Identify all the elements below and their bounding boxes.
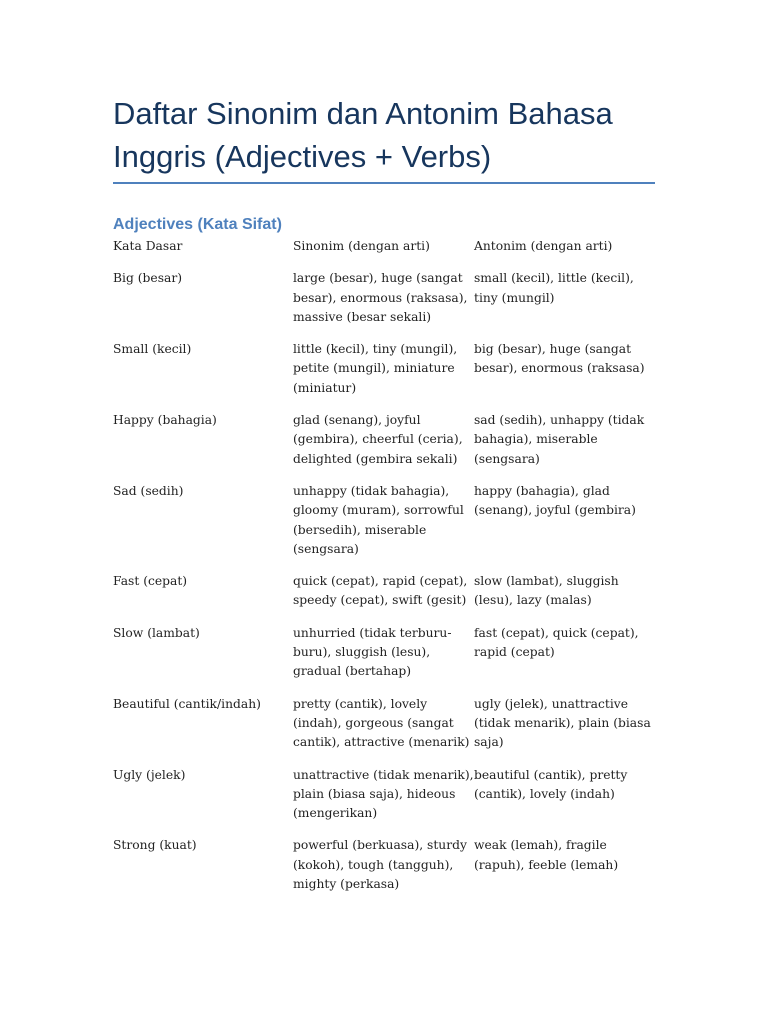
base-word-cell: Big (besar) bbox=[113, 271, 183, 286]
base-word-cell: Strong (kuat) bbox=[113, 838, 197, 853]
table-row bbox=[113, 572, 655, 624]
table-row bbox=[113, 340, 655, 411]
synonym-cell: quick (cepat), rapid (cepat), speedy (cepat), swift (gesit) bbox=[293, 574, 468, 608]
synonym-antonym-table bbox=[113, 237, 655, 907]
synonym-cell: large (besar), huge (sangat besar), enormous (raksasa), massive (besar sekali) bbox=[293, 271, 468, 324]
base-word-cell: Sad (sedih) bbox=[113, 483, 184, 498]
table-row bbox=[113, 624, 655, 695]
antonym-cell: big (besar), huge (sangat besar), enormous (raksasa) bbox=[474, 342, 645, 376]
table-row bbox=[113, 836, 655, 907]
synonym-cell: glad (senang), joyful (gembira), cheerful (ceria), delighted (gembira sekali) bbox=[293, 413, 463, 466]
synonym-cell: pretty (cantik), lovely (indah), gorgeous (sangat cantik), attractive (menarik) bbox=[293, 696, 470, 750]
antonym-cell: happy (bahagia), glad (senang), joyful (gembira) bbox=[474, 483, 636, 518]
table-row bbox=[113, 411, 655, 482]
table-row bbox=[113, 695, 655, 766]
table-row bbox=[113, 269, 655, 340]
column-header-base-word: Kata Dasar bbox=[113, 239, 183, 253]
antonym-cell: small (kecil), little (kecil), tiny (mungil) bbox=[474, 271, 634, 305]
synonym-cell: unattractive (tidak menarik), plain (biasa saja), hideous (mengerikan) bbox=[293, 767, 474, 821]
synonym-cell: powerful (berkuasa), sturdy (kokoh), tough (tangguh), mighty (perkasa) bbox=[293, 838, 467, 892]
base-word-cell: Fast (cepat) bbox=[113, 574, 188, 589]
antonym-cell: sad (sedih), unhappy (tidak bahagia), miserable (sengsara) bbox=[474, 413, 645, 466]
table-row bbox=[113, 766, 655, 837]
antonym-cell: slow (lambat), sluggish (lesu), lazy (malas) bbox=[474, 574, 619, 608]
table-header-row bbox=[113, 237, 655, 269]
base-word-cell: Small (kecil) bbox=[113, 342, 192, 357]
antonym-cell: ugly (jelek), unattractive (tidak menarik), plain (biasa saja) bbox=[474, 696, 651, 750]
base-word-cell: Slow (lambat) bbox=[113, 625, 200, 640]
base-word-cell: Beautiful (cantik/indah) bbox=[113, 696, 261, 711]
antonym-cell: beautiful (cantik), pretty (cantik), lovely (indah) bbox=[474, 767, 628, 801]
base-word-cell: Happy (bahagia) bbox=[113, 413, 217, 428]
table-row bbox=[113, 482, 655, 572]
page-title: Daftar Sinonim dan Antonim Bahasa Inggris (Adjectives + Verbs) bbox=[113, 92, 655, 184]
column-header-synonym: Sinonim (dengan arti) bbox=[293, 239, 430, 253]
column-header-antonym: Antonim (dengan arti) bbox=[474, 239, 613, 253]
base-word-cell: Ugly (jelek) bbox=[113, 767, 186, 782]
synonym-cell: little (kecil), tiny (mungil), petite (mungil), miniature (miniatur) bbox=[293, 342, 458, 395]
section-heading: Adjectives (Kata Sifat) bbox=[113, 216, 282, 233]
antonym-cell: fast (cepat), quick (cepat), rapid (cepat) bbox=[474, 625, 639, 660]
antonym-cell: weak (lemah), fragile (rapuh), feeble (lemah) bbox=[474, 838, 619, 872]
document-page bbox=[113, 92, 655, 907]
synonym-cell: unhurried (tidak terburu-buru), sluggish (lesu), gradual (bertahap) bbox=[293, 625, 452, 679]
synonym-cell: unhappy (tidak bahagia), gloomy (muram), sorrowful (bersedih), miserable (sengsara) bbox=[293, 483, 464, 556]
